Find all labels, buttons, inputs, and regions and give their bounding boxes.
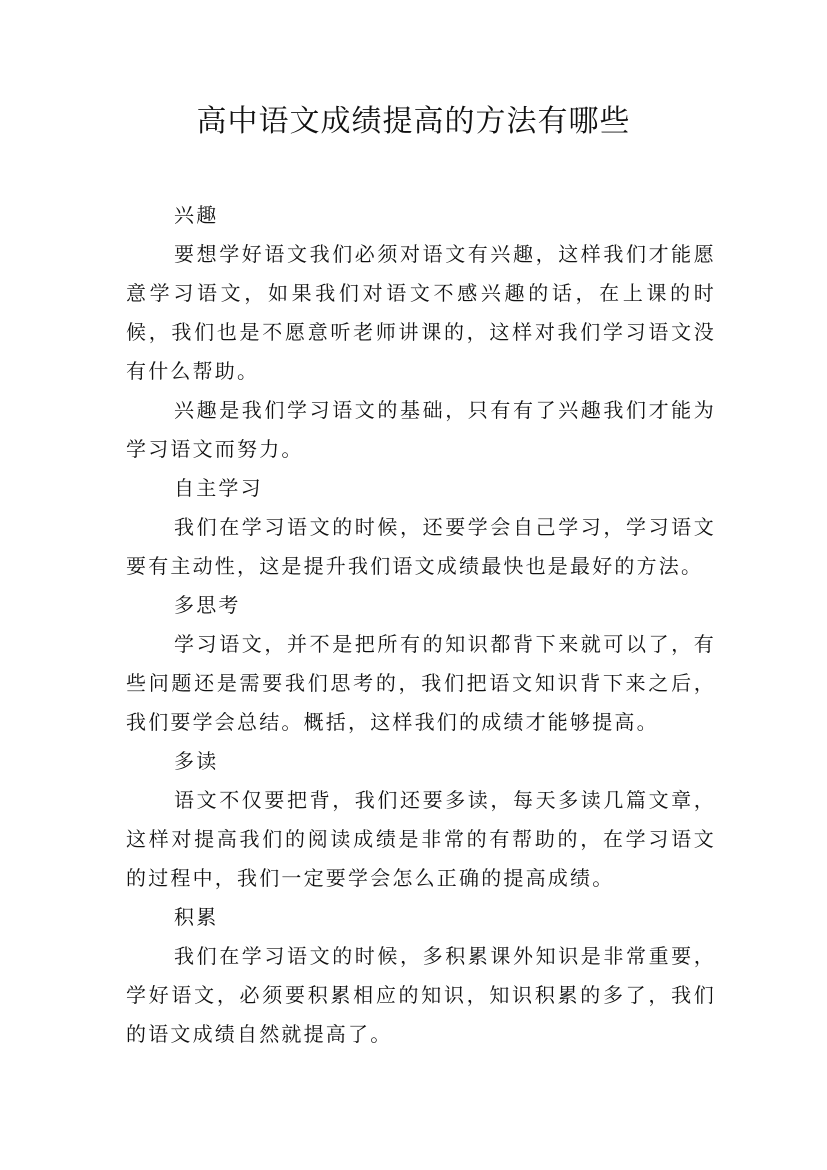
- paragraph: 我们在学习语文的时候，还要学会自己学习，学习语文要有主动性，这是提升我们语文成绩最快也是最好的方法。: [126, 515, 716, 578]
- paragraph: 学习语文，并不是把所有的知识都背下来就可以了，有些问题还是需要我们思考的，我们把语文知识背下来之后，我们要学会总结。概括，这样我们的成绩才能够提高。: [126, 632, 716, 734]
- heading-self-study: 自主学习: [174, 476, 263, 500]
- heading-read-more: 多读: [174, 749, 219, 773]
- heading-think-more: 多思考: [174, 593, 241, 617]
- heading-interest: 兴趣: [174, 203, 219, 227]
- document-body: [126, 196, 716, 1054]
- heading-accumulate: 积累: [174, 905, 219, 929]
- paragraph: 要想学好语文我们必须对语文有兴趣，这样我们才能愿意学习语文，如果我们对语文不感兴趣的话，在上课的时候，我们也是不愿意听老师讲课的，这样对我们学习语文没有什么帮助。: [126, 242, 716, 383]
- paragraph: 语文不仅要把背，我们还要多读，每天多读几篇文章，这样对提高我们的阅读成绩是非常的有帮助的，在学习语文的过程中，我们一定要学会怎么正确的提高成绩。: [126, 788, 716, 890]
- paragraph: 我们在学习语文的时候，多积累课外知识是非常重要，学好语文，必须要积累相应的知识，知识积累的多了，我们的语文成绩自然就提高了。: [126, 944, 716, 1046]
- paragraph: 兴趣是我们学习语文的基础，只有有了兴趣我们才能为学习语文而努力。: [126, 398, 716, 461]
- document-title: 高中语文成绩提高的方法有哪些: [196, 104, 631, 139]
